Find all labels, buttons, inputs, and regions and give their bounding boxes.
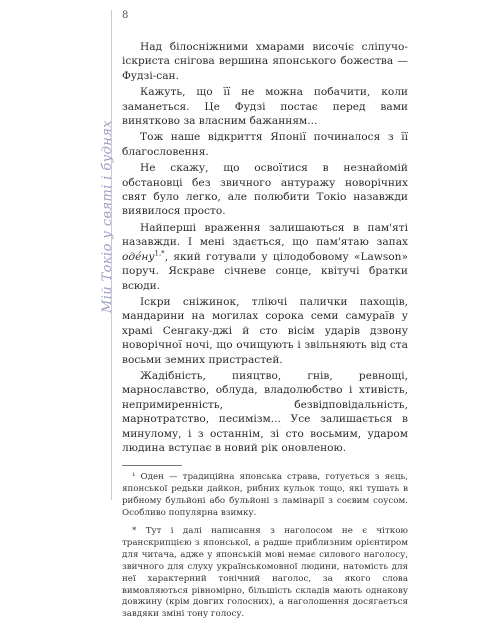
paragraph: Кажуть, що її не можна побачити, коли заманеться. Це Фудзі постає перед вами винятково за власним бажанням... [122, 86, 408, 128]
paragraph-text: , який готували у цілодобовому «Lawson» поруч. Яскраве січневе сонце, квітучі братки всюди. [122, 250, 408, 292]
page-number: 8 [122, 10, 129, 21]
footnote-marker: 1,* [154, 249, 165, 258]
paragraph-text: Найперші враження залишаються в пам'яті назавжди. І мені здається, що пам'ятаю запах [122, 221, 408, 249]
side-title: Мій Токіо у святі і буднях [100, 119, 115, 313]
paragraph: Не скажу, що освоїтися в незнайомій обстановці без звичного антуражу новорічних свят було легко, але полюбити Токіо назавжди виявилося просто. [122, 162, 408, 218]
paragraph: Тож наше відкриття Японії починалося з її благословення. [122, 131, 408, 158]
paragraph [122, 221, 408, 293]
footnote: * Тут і далі написання з наголосом не є чіткою транскрипцією з японської, а радше приблизним орієнтиром для читача, адже у японській мові немає силового наголосу, звичного для слуху українськомовної людини, натомість для неї характерний тонічний наголос, за якого слова вимовляються рівномірно, більшість складів мають однакову довжину (крім довгих голосних), а наголошення досягається завдяки зміні тону голосу. [122, 526, 408, 620]
paragraph: Жадібність, пияцтво, гнів, ревнощі, марнославство, облуда, владолюбство і хтивість, непримиренність, безвідповідальність, марнотратство, песимізм... Усе залишається в минулому, і з останнім, зі сто восьмим, ударом людина вступає в новий рік оновленою. [122, 369, 408, 454]
italic-term: одéну [122, 250, 155, 263]
paragraph: Іскри сніжинок, тліючі палички пахощів, мандарини на могилах сорока семи самураїв у храмі Сенгаку-джі й сто вісім ударів дзвону новорічної ночі, що очищують і звільняють від ста восьми земних пристрастей. [122, 295, 408, 366]
footnote-divider [122, 465, 182, 466]
footnote: ¹ Оден — традиційна японська страва, готується з яєць, японської редьки дайкон, рибних кульок тощо, які тушать в рибному бульйоні або бульйоні з ламінарії з соєвим соусом. Особливо популярна взимку. [122, 472, 408, 519]
footnotes [122, 472, 408, 621]
page-content [122, 40, 408, 627]
paragraph: Над білосніжними хмарами височіє сліпучо-іскриста снігова вершина японського божества — Фудзі-сан. [122, 41, 408, 82]
